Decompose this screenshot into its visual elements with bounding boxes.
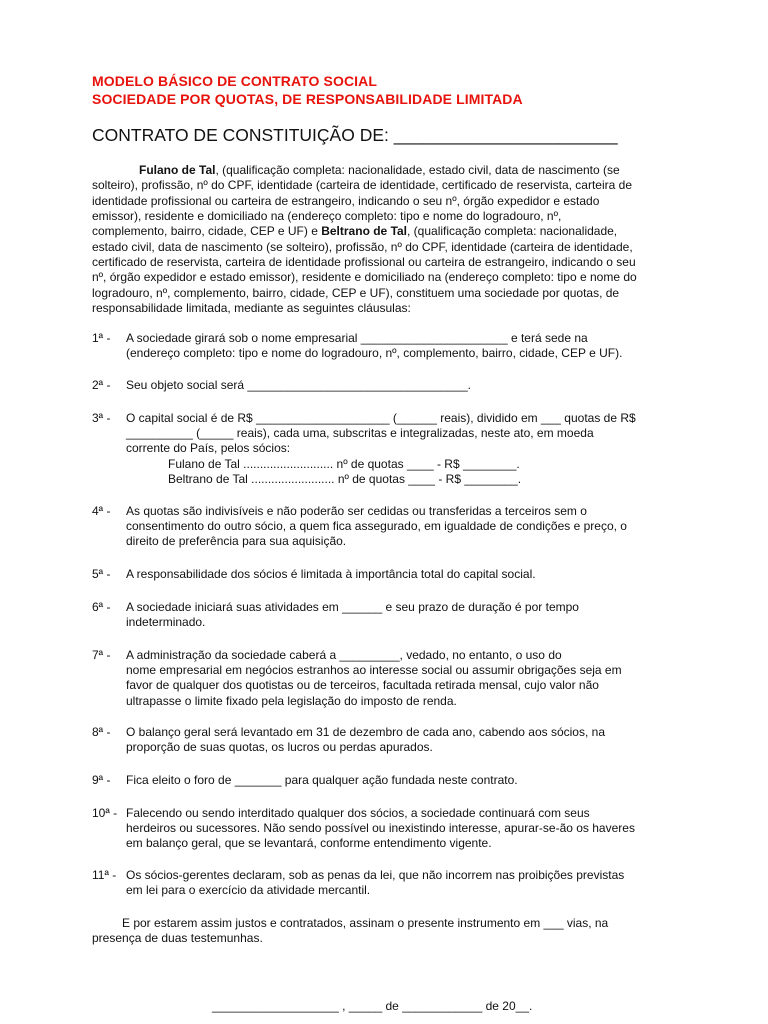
clause-line: A administração da sociedade caberá a _________, vedado, no entanto, o uso do (126, 648, 562, 662)
clause-line: (endereço completo: tipo e nome do logradouro, nº, complemento, bairro, cidade, CEP e UF). (126, 346, 623, 361)
partner-name-1: Fulano de Tal (139, 163, 216, 177)
clause-number: 8ª - (92, 725, 111, 739)
clause-line: corrente do País, pelos sócios: (126, 441, 291, 456)
clause-line: __________ (_____ reais), cada uma, subscritas e integralizadas, neste ato, em moeda (126, 426, 594, 441)
intro-line: identidade profissional ou carteira de estrangeiro, indicando o seu nº, órgão expedidor e estado (92, 193, 600, 208)
clause-number: 5ª - (92, 567, 111, 581)
closing-line: presença de duas testemunhas. (92, 931, 263, 946)
clause-number: 1ª - (92, 331, 111, 345)
clause-line: A responsabilidade dos sócios é limitada à importância total do capital social. (126, 567, 536, 581)
partner-quota-line: Beltrano de Tal ......................... nº de quotas ____ - R$ ________. (168, 472, 522, 486)
clause-line: Fica eleito o foro de _______ para qualquer ação fundada neste contrato. (126, 773, 518, 787)
clause-number: 7ª - (92, 648, 111, 662)
clause-line: nome empresarial em negócios estranhos ao interesse social ou assumir obrigações seja em (126, 663, 622, 678)
intro-line: Fulano de Tal, (qualificação completa: nacionalidade, estado civil, data de nascimento (se (139, 163, 620, 177)
clause-6 (92, 600, 688, 630)
clause-1 (92, 331, 688, 361)
closing-line: E por estarem assim justos e contratados, assinam o presente instrumento em ___ vias, na (122, 916, 609, 930)
clause-number: 11ª - (92, 868, 117, 882)
clause-line: O capital social é de R$ ____________________ (______ reais), dividido em ___ quotas de R$ (126, 411, 636, 425)
clause-line: direito de preferência para sua aquisição. (126, 534, 347, 549)
clause-number: 6ª - (92, 600, 111, 614)
clause-line: proporção de suas quotas, os lucros ou perdas apurados. (126, 740, 433, 755)
clause-7 (92, 648, 688, 709)
clause-8 (92, 725, 688, 755)
document-title: MODELO BÁSICO DE CONTRATO SOCIAL (92, 73, 378, 89)
intro-line: logradouro, nº, complemento, bairro, cidade, CEP e UF), constituem uma sociedade por quotas, de (92, 285, 620, 300)
clause-5 (92, 567, 688, 582)
document-subtitle: SOCIEDADE POR QUOTAS, DE RESPONSABILIDADE LIMITADA (92, 91, 523, 107)
clause-4 (92, 504, 688, 550)
contract-title: CONTRATO DE CONSTITUIÇÃO DE: _______________________ (92, 125, 618, 145)
clause-number: 10ª - (92, 806, 118, 820)
clause-line: Os sócios-gerentes declaram, sob as penas da lei, que não incorrem nas proibições previstas (126, 868, 625, 882)
clause-line: A sociedade iniciará suas atividades em ______ e seu prazo de duração é por tempo (126, 600, 579, 614)
partner-quota-line: Fulano de Tal ........................... nº de quotas ____ - R$ ________. (168, 457, 520, 471)
partner-name-2: Beltrano de Tal (321, 224, 408, 239)
clause-line: As quotas são indivisíveis e não poderão ser cedidas ou transferidas a terceiros sem o (126, 504, 587, 518)
clause-line: em lei para o exercício da atividade mercantil. (126, 883, 371, 898)
clause-number: 2ª - (92, 378, 111, 392)
clause-line: O balanço geral será levantado em 31 de dezembro de cada ano, cabendo aos sócios, na (126, 725, 605, 739)
intro-line: nº, órgão expedidor e estado emissor), residente e domiciliado na (endereço completo: tipo e nome do (92, 270, 637, 285)
clause-9 (92, 773, 688, 788)
closing-paragraph (92, 916, 688, 947)
clause-line: consentimento do outro sócio, a quem fica assegurado, em igualdade de condições e preço, o (126, 519, 627, 534)
clause-10 (92, 806, 688, 852)
signature-date-line: ___________________ , _____ de ____________ de 20__. (212, 999, 533, 1013)
clause-11 (92, 868, 688, 898)
intro-line: responsabilidade limitada, mediante as seguintes cláusulas: (92, 301, 411, 316)
intro-line: estado civil, data de nascimento (se solteiro), profissão, nº do CPF, identidade (carteira de identidade, (92, 239, 633, 254)
clause-line: herdeiros ou sucessores. Não sendo possível ou inexistindo interesse, apurar-se-ão os haveres (126, 821, 635, 836)
intro-line: certificado de reservista, carteira de identidade profissional ou carteira de estrangeiro, indicando o seu (92, 255, 636, 270)
clause-line: indeterminado. (126, 615, 206, 630)
clause-2 (92, 378, 688, 393)
intro-line: solteiro), profissão, nº do CPF, identidade (carteira de identidade, certificado de reservista, carteira de (92, 178, 632, 193)
clause-line: favor de qualquer dos quotistas ou de terceiros, facultada retirada mensal, cujo valor não (126, 678, 599, 693)
intro-paragraph (92, 163, 688, 316)
clause-number: 4ª - (92, 504, 111, 518)
clause-line: Falecendo ou sendo interditado qualquer dos sócios, a sociedade continuará com seus (126, 806, 590, 820)
clause-number: 3ª - (92, 411, 111, 425)
clause-line: em balanço geral, que se levantará, conforme entendimento vigente. (126, 836, 492, 851)
intro-line: emissor), residente e domiciliado na (endereço completo: tipo e nome do logradouro, nº, (92, 209, 562, 224)
clause-3 (92, 411, 688, 457)
intro-line: complemento, bairro, cidade, CEP e UF) e Beltrano de Tal, (qualificação completa: nacionalidade, (92, 224, 618, 239)
clause-number: 9ª - (92, 773, 111, 787)
clause-line: Seu objeto social será _________________________________. (126, 378, 471, 392)
clause-line: A sociedade girará sob o nome empresarial ______________________ e terá sede na (126, 331, 588, 345)
clause-line: ultrapasse o limite fixado pela legislação do imposto de renda. (126, 693, 457, 708)
